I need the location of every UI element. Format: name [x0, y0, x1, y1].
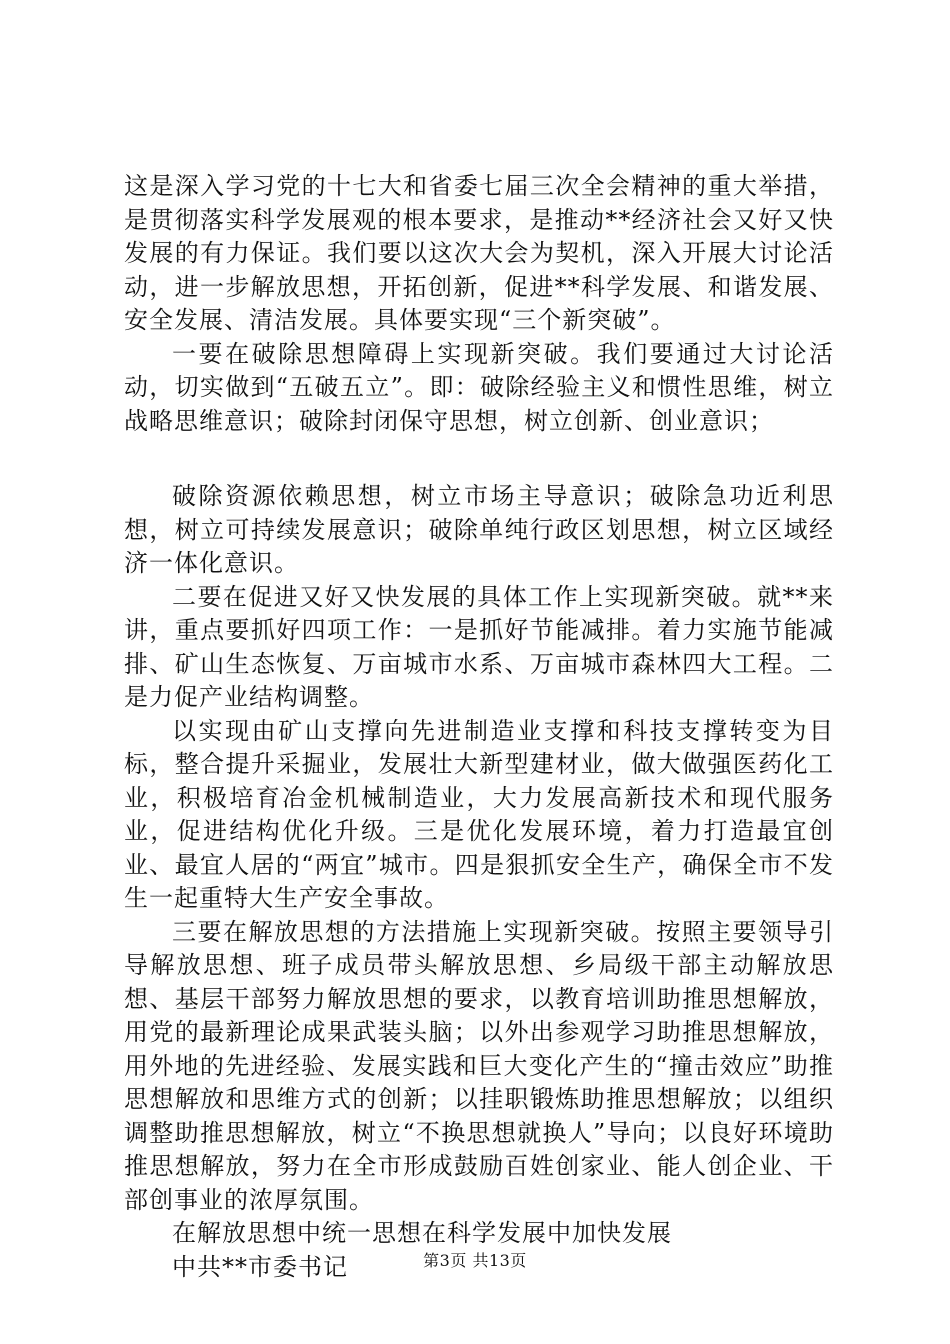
paragraph-breakthrough-two: 二要在促进又好又快发展的具体工作上实现新突破。就**来讲，重点要抓好四项工作：一是抓好节能减排。着力实施节能减排、矿山生态恢复、万亩城市水系、万亩城市森林四大工程。二是力促产业结构调整。: [124, 582, 834, 711]
paragraph-breakthrough-two-continued: 以实现由矿山支撑向先进制造业支撑和科技支撑转变为目标，整合提升采掘业，发展壮大新型建材业，做大做强医药化工业，积极培育冶金机械制造业，大力发展高新技术和现代服务业，促进结构优化升级。三是优化发展环境，着力打造最宜创业、最宜人居的“两宜”城市。四是狠抓安全生产，确保全市不发生一起重特大生产安全事故。: [124, 716, 834, 912]
paragraph-intro: 这是深入学习党的十七大和省委七届三次全会精神的重大举措，是贯彻落实科学发展观的根本要求，是推动**经济社会又好又快发展的有力保证。我们要以这次大会为契机，深入开展大讨论活动，进一步解放思想，开拓创新，促进**科学发展、和谐发展、安全发展、清洁发展。具体要实现“三个新突破”。: [124, 172, 834, 334]
author-line: 中共**市委书记: [172, 1252, 348, 1281]
page-number: 第3页 共13页: [423, 1251, 527, 1270]
document-body: [124, 170, 834, 1284]
paragraph-breakthrough-one: 一要在破除思想障碍上实现新突破。我们要通过大讨论活动，切实做到“五破五立”。即：破除经验主义和惯性思维，树立战略思维意识；破除封闭保守思想，树立创新、创业意识；: [124, 339, 834, 435]
paragraph-gap: [124, 438, 834, 480]
section-title: 在解放思想中统一思想在科学发展中加快发展: [172, 1219, 672, 1247]
paragraph-breakthrough-one-continued: 破除资源依赖思想，树立市场主导意识；破除急功近利思想，树立可持续发展意识；破除单纯行政区划思想，树立区域经济一体化意识。: [124, 482, 834, 577]
paragraph-breakthrough-three: 三要在解放思想的方法措施上实现新突破。按照主要领导引导解放思想、班子成员带头解放思想、乡局级干部主动解放思想、基层干部努力解放思想的要求，以教育培训助推思想解放，用党的最新理论成果武装头脑；以外出参观学习助推思想解放，用外地的先进经验、发展实践和巨大变化产生的“撞击效应”助推思想解放和思维方式的创新；以挂职锻炼助推思想解放；以组织调整助推思想解放，树立“不换思想就换人”导向；以良好环境助推思想解放，努力在全市形成鼓励百姓创家业、能人创企业、干部创事业的浓厚氛围。: [124, 917, 834, 1214]
